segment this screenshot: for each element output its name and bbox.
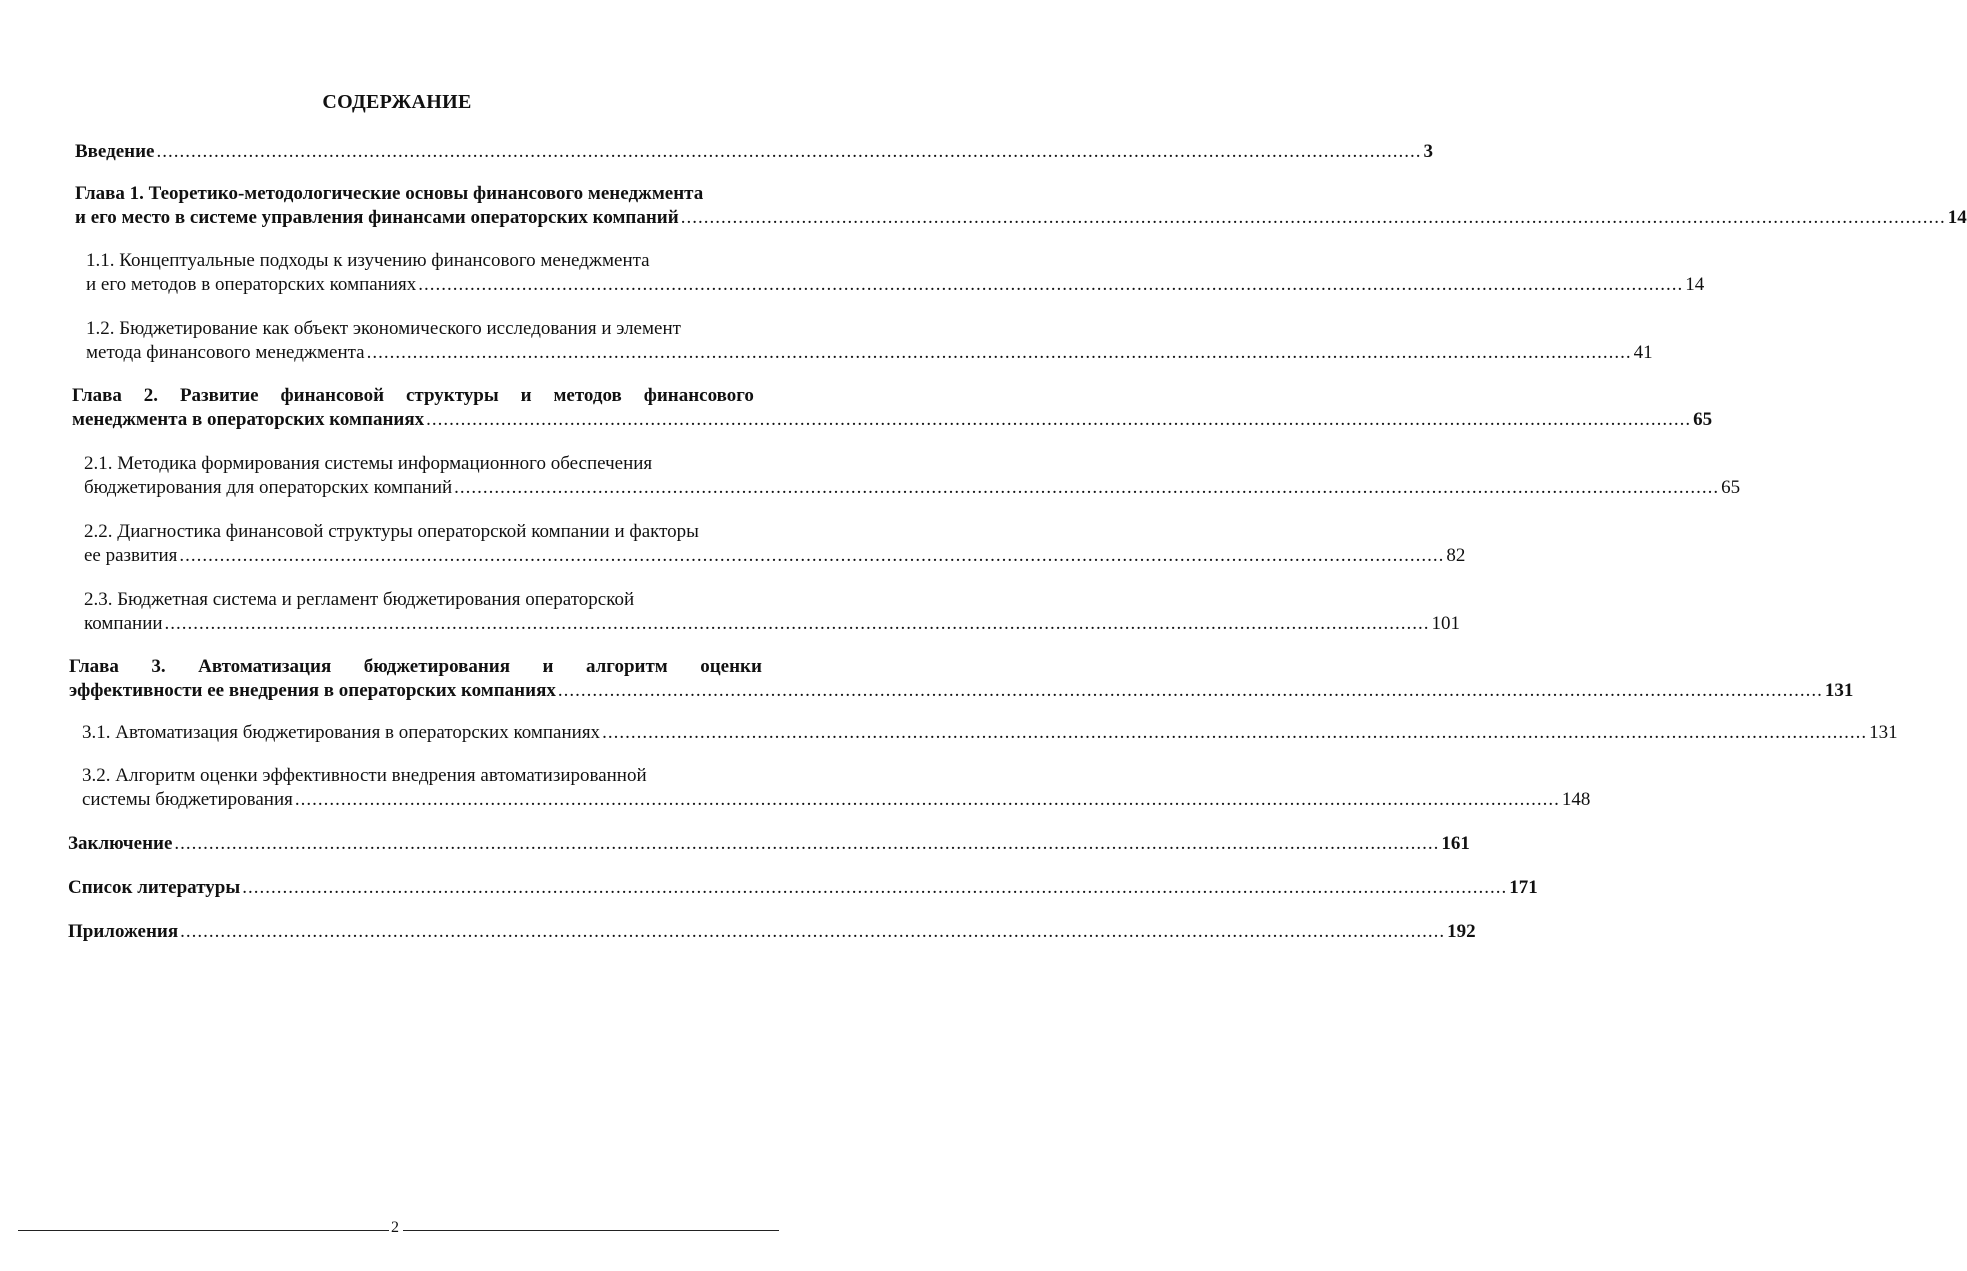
toc-entry-chapter-1[interactable] <box>75 206 1967 229</box>
toc-entry-section-3-2[interactable] <box>82 788 1591 811</box>
word: 2. <box>143 385 159 406</box>
toc-entry-label: ее развития <box>84 545 178 566</box>
word: финансовой <box>280 385 385 406</box>
word: методов <box>553 385 622 406</box>
leader-dots: ............................................................................................................................................................................................................................ <box>180 921 1446 942</box>
leader-dots: ............................................................................................................................................................................................................................ <box>242 877 1508 898</box>
word: 3. <box>151 656 166 677</box>
leader-dots: ............................................................................................................................................................................................................................ <box>557 680 1823 701</box>
toc-entry-section-2-1[interactable] <box>84 476 1741 499</box>
toc-entry-chapter-3[interactable] <box>69 679 1854 702</box>
leader-dots: ............................................................................................................................................................................................................................ <box>179 545 1445 566</box>
word: Глава <box>69 656 119 677</box>
toc-entry-appendices[interactable] <box>68 920 1476 943</box>
toc-page-number: 131 <box>1824 680 1854 701</box>
word: Глава <box>72 385 122 406</box>
word: и <box>542 656 554 677</box>
toc-entry-section-2-2[interactable] <box>84 544 1466 567</box>
word: алгоритм <box>585 656 668 677</box>
toc-entry-section-3-1[interactable] <box>82 721 1898 744</box>
toc-chapter-1-line1[interactable]: Глава 1. Теоретико-методологические основы финансового менеджмента <box>75 183 704 204</box>
word: оценки <box>700 656 762 677</box>
word: Автоматизация <box>198 656 332 677</box>
toc-entry-label: бюджетирования для операторских компаний <box>84 477 453 498</box>
toc-section-2-3-line1[interactable]: 2.3. Бюджетная система и регламент бюджетирования операторской <box>84 589 635 610</box>
leader-dots: ............................................................................................................................................................................................................................ <box>426 409 1692 430</box>
toc-page-number: 82 <box>1446 545 1466 566</box>
page-number: 2 <box>391 1219 399 1236</box>
toc-page-number: 14 <box>1947 207 1967 228</box>
leader-dots: ............................................................................................................................................................................................................................ <box>294 789 1560 810</box>
toc-entry-label: Введение <box>75 141 155 162</box>
toc-entry-chapter-2[interactable] <box>72 408 1713 431</box>
toc-entry-introduction[interactable] <box>75 140 1433 163</box>
toc-page-number: 171 <box>1509 877 1538 898</box>
toc-chapter-2-line1[interactable] <box>72 384 754 407</box>
toc-page-number: 161 <box>1441 833 1470 854</box>
toc-entry-label: и его место в системе управления финансами операторских компаний <box>75 207 679 228</box>
toc-page-number: 65 <box>1721 477 1741 498</box>
toc-chapter-3-line1[interactable] <box>69 655 762 678</box>
leader-dots: ............................................................................................................................................................................................................................ <box>164 613 1430 634</box>
toc-page-number: 101 <box>1431 613 1461 634</box>
toc-entry-label: и его методов в операторских компаниях <box>86 274 417 295</box>
word: структуры <box>405 385 499 406</box>
toc-page-number: 3 <box>1423 141 1433 162</box>
toc-page-number: 192 <box>1447 921 1476 942</box>
toc-page-number: 41 <box>1633 342 1653 363</box>
toc-entry-section-1-1[interactable] <box>86 273 1705 296</box>
word: финансового <box>643 385 754 406</box>
leader-dots: ............................................................................................................................................................................................................................ <box>156 141 1422 162</box>
toc-entry-label: Приложения <box>68 921 179 942</box>
leader-dots: ............................................................................................................................................................................................................................ <box>454 477 1720 498</box>
footer-rule-right <box>403 1230 779 1231</box>
toc-section-3-2-line1[interactable]: 3.2. Алгоритм оценки эффективности внедрения автоматизированной <box>82 765 647 786</box>
leader-dots: ............................................................................................................................................................................................................................ <box>418 274 1684 295</box>
toc-page-number: 14 <box>1685 274 1705 295</box>
toc-entry-section-2-3[interactable] <box>84 612 1461 635</box>
toc-entry-label: системы бюджетирования <box>82 789 293 810</box>
toc-entry-references[interactable] <box>68 876 1538 899</box>
leader-dots: ............................................................................................................................................................................................................................ <box>366 342 1632 363</box>
toc-entry-label: 3.1. Автоматизация бюджетирования в операторских компаниях <box>82 722 601 743</box>
leader-dots: ............................................................................................................................................................................................................................ <box>602 722 1868 743</box>
toc-page-number: 65 <box>1693 409 1713 430</box>
toc-entry-label: эффективности ее внедрения в операторских компаниях <box>69 680 556 701</box>
word: и <box>520 385 532 406</box>
leader-dots: ............................................................................................................................................................................................................................ <box>680 207 1946 228</box>
toc-entry-label: менеджмента в операторских компаниях <box>72 409 425 430</box>
toc-page-number: 131 <box>1869 722 1898 743</box>
toc-section-1-1-line1[interactable]: 1.1. Концептуальные подходы к изучению финансового менеджмента <box>86 250 650 271</box>
toc-entry-section-1-2[interactable] <box>86 341 1653 364</box>
word: бюджетирования <box>363 656 511 677</box>
word: Развитие <box>179 385 259 406</box>
page-title: СОДЕРЖАНИЕ <box>322 91 472 113</box>
toc-section-2-2-line1[interactable]: 2.2. Диагностика финансовой структуры операторской компании и факторы <box>84 521 699 542</box>
toc-entry-label: компании <box>84 613 163 634</box>
toc-entry-conclusion[interactable] <box>68 832 1470 855</box>
toc-entry-label: Заключение <box>68 833 173 854</box>
toc-entry-label: Список литературы <box>68 877 241 898</box>
toc-section-1-2-line1[interactable]: 1.2. Бюджетирование как объект экономического исследования и элемент <box>86 318 681 339</box>
footer-rule-left <box>18 1230 391 1231</box>
leader-dots: ............................................................................................................................................................................................................................ <box>174 833 1440 854</box>
toc-page-number: 148 <box>1561 789 1591 810</box>
toc-entry-label: метода финансового менеджмента <box>86 342 365 363</box>
toc-section-2-1-line1[interactable]: 2.1. Методика формирования системы информационного обеспечения <box>84 453 653 474</box>
